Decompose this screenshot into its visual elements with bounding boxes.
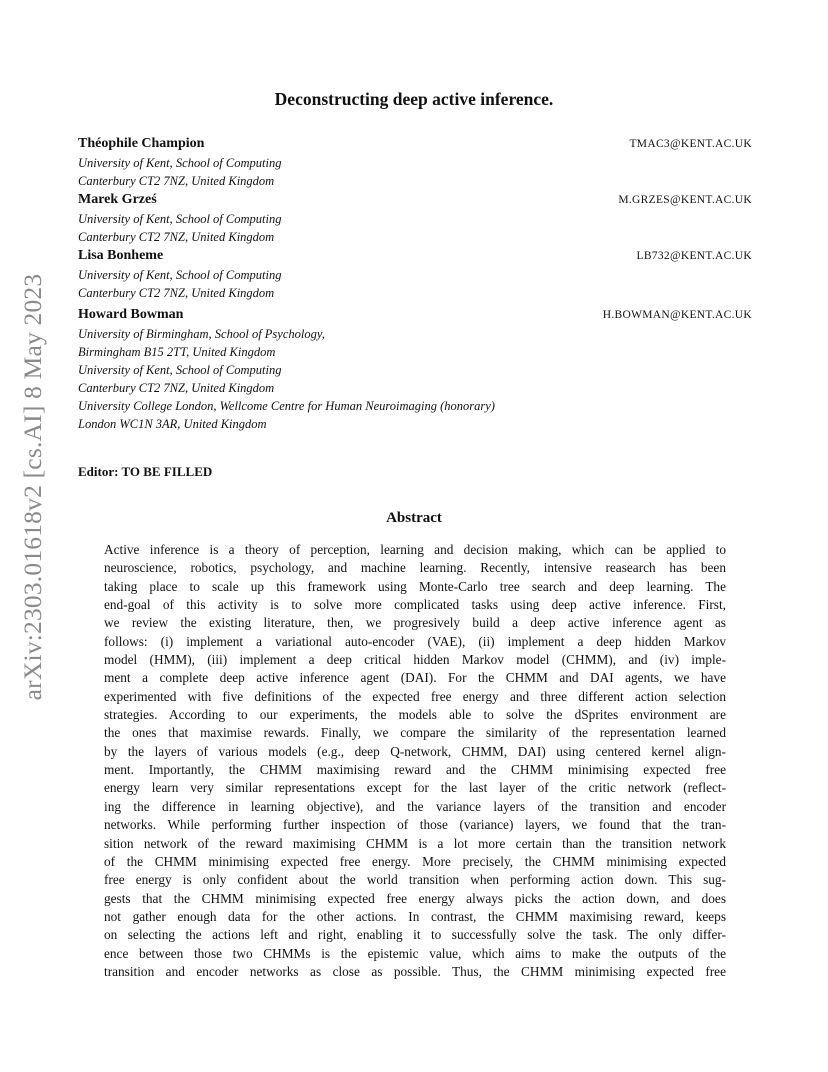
abstract-line: follows: (i) implement a variational auto-encoder (VAE), (ii) implement a deep hidden Markov xyxy=(104,633,726,649)
author-affiliation-line: Canterbury CT2 7NZ, United Kingdom xyxy=(78,286,275,300)
abstract-line: end-goal of this activity is to solve more complicated tasks using deep active inference. First, xyxy=(104,597,726,613)
author-block xyxy=(78,248,752,302)
abstract-line: ment. Importantly, the CHMM maximising reward and the CHMM minimising expected free xyxy=(104,762,726,778)
abstract-line: of the CHMM minimising expected free energy. More precisely, the CHMM minimising expected xyxy=(104,853,726,869)
author-email[interactable]: LB732@KENT.AC.UK xyxy=(636,250,752,262)
author-name: Théophile Champion xyxy=(78,136,205,151)
author-affiliation-line: University of Kent, School of Computing xyxy=(78,363,282,377)
abstract-line: we review the existing literature, then, we progresively build a deep active inference agent as xyxy=(104,615,726,631)
abstract-line: gests that the CHMM minimising expected free energy always picks the action down, and does xyxy=(104,890,726,906)
author-affiliation-line: University of Birmingham, School of Psychology, xyxy=(78,327,325,341)
abstract-heading: Abstract xyxy=(386,510,442,526)
author-email[interactable]: M.GRZES@KENT.AC.UK xyxy=(618,194,752,206)
author-affiliation-line: Canterbury CT2 7NZ, United Kingdom xyxy=(78,381,275,395)
author-name: Howard Bowman xyxy=(78,307,184,322)
abstract-line: Active inference is a theory of perception, learning and decision making, which can be applied to xyxy=(104,542,726,557)
arxiv-identifier-text: arXiv:2303.01618v2 [cs.AI] 8 May 2023 xyxy=(18,273,47,701)
abstract-body xyxy=(104,541,726,981)
abstract-line: taking place to scale up this framework using Monte-Carlo tree search and deep learning. The xyxy=(104,578,726,594)
author-affiliation-line: University of Kent, School of Computing xyxy=(78,212,282,226)
author-name: Marek Grześ xyxy=(78,192,157,207)
abstract-line: on selecting the actions left and right, enabling it to successfully solve the task. The only differ- xyxy=(104,927,726,943)
author-affiliation-line: University of Kent, School of Computing xyxy=(78,268,282,282)
abstract-line: energy learn very similar representations except for the last layer of the critic network (reflect- xyxy=(104,780,726,796)
author-email[interactable]: H.BOWMAN@KENT.AC.UK xyxy=(602,309,752,321)
abstract-line: neuroscience, robotics, psychology, and machine learning. Recently, intensive reasearch has been xyxy=(104,560,726,576)
abstract-line: not gather enough data for the other actions. In contrast, the CHMM maximising reward, keeps xyxy=(104,908,726,924)
author-email[interactable]: TMAC3@KENT.AC.UK xyxy=(629,138,752,150)
abstract-line: networks. While performing further inspection of those (variance) layers, we found that the tran- xyxy=(104,817,726,833)
author-affiliation-line: Birmingham B15 2TT, United Kingdom xyxy=(78,345,276,359)
abstract-line: free energy is only confident about the world transition when performing action down. This sug- xyxy=(104,872,726,888)
author-name: Lisa Bonheme xyxy=(78,248,164,263)
abstract-line: ence between those two CHMMs is the epistemic value, which aims to make the outputs of the xyxy=(104,945,726,961)
abstract-line: ment a complete deep active inference agent (DAI). For the CHMM and DAI agents, we have xyxy=(104,670,726,686)
author-block xyxy=(78,136,752,190)
author-block xyxy=(78,192,752,246)
author-affiliation-line: Canterbury CT2 7NZ, United Kingdom xyxy=(78,174,275,188)
arxiv-identifier-stamp xyxy=(8,273,58,701)
author-affiliation-line: Canterbury CT2 7NZ, United Kingdom xyxy=(78,230,275,244)
author-affiliation-line: London WC1N 3AR, United Kingdom xyxy=(78,417,267,431)
author-affiliation-line: University of Kent, School of Computing xyxy=(78,156,282,170)
author-affiliation-line: University College London, Wellcome Centre for Human Neuroimaging (honorary) xyxy=(78,399,495,413)
abstract-line: model (HMM), (iii) implement a deep critical hidden Markov model (CHMM), and (iv) imple- xyxy=(104,652,726,668)
abstract-line: by the layers of various models (e.g., deep Q-network, CHMM, DAI) using centered kernel align- xyxy=(104,743,726,759)
editor-line: Editor: TO BE FILLED xyxy=(78,464,213,479)
author-block xyxy=(78,307,752,433)
abstract-line: experimented with five definitions of the expected free energy and three different action selection xyxy=(104,688,726,704)
abstract-line: ing the difference in learning objective), and the variance layers of the transition and encoder xyxy=(104,798,726,814)
abstract-line: transition and encoder networks as close as possible. Thus, the CHMM minimising expected free xyxy=(104,963,726,979)
abstract-line: the ones that maximise rewards. Finally, we compare the similarity of the representation learned xyxy=(104,725,726,741)
paper-title: Deconstructing deep active inference. xyxy=(274,89,554,109)
abstract-line: strategies. According to our experiments, the models able to solve the dSprites environment are xyxy=(104,707,726,723)
abstract-line: sition network of the reward maximising CHMM is a lot more certain than the transition network xyxy=(104,835,726,851)
